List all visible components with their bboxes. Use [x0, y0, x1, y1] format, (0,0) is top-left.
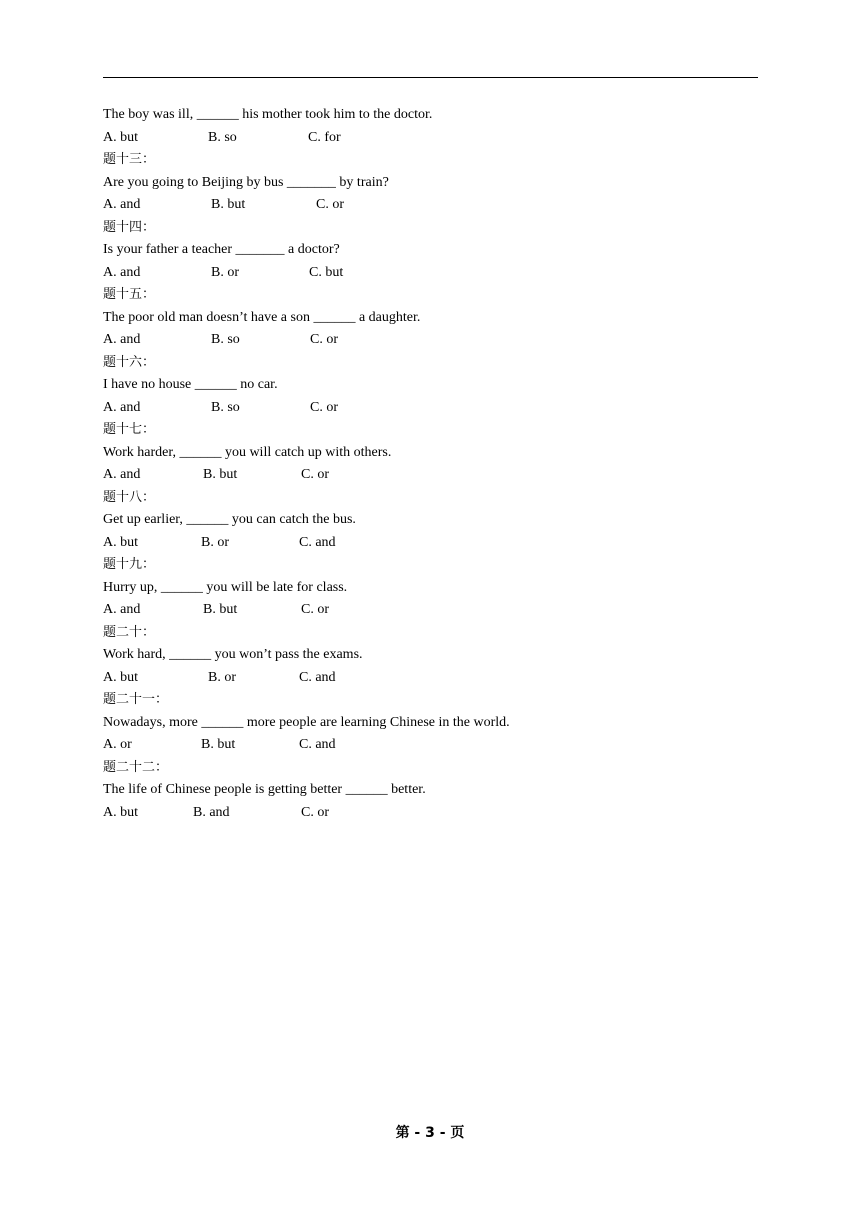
- answer-options: [103, 464, 763, 487]
- question-text: Are you going to Beijing by bus _______ by train?: [103, 174, 389, 190]
- option-a: A. or: [103, 737, 132, 752]
- option-c: C. or: [310, 332, 338, 347]
- option-b: B. so: [208, 129, 237, 145]
- option-c: C. or: [316, 197, 344, 212]
- answer-options: [103, 262, 763, 285]
- question-text: Work hard, ______ you won’t pass the exams.: [103, 647, 363, 662]
- question-label: 题十六：: [103, 354, 156, 370]
- question-text: Hurry up, ______ you will be late for class.: [103, 579, 348, 595]
- option-c: C. and: [299, 669, 336, 685]
- question-text: Nowadays, more ______ more people are learning Chinese in the world.: [103, 714, 510, 730]
- answer-options: [103, 667, 763, 690]
- option-c: C. or: [301, 602, 329, 617]
- option-a: A. and: [103, 602, 141, 617]
- option-b: B. and: [193, 804, 230, 820]
- option-c: C. and: [299, 534, 336, 550]
- option-b: B. but: [211, 197, 246, 212]
- option-a: A. and: [103, 399, 141, 415]
- answer-options: [103, 599, 763, 622]
- option-c: C. or: [310, 399, 338, 415]
- option-a: A. but: [103, 804, 138, 820]
- question-label: 题二十一：: [103, 692, 169, 707]
- option-b: B. but: [201, 737, 236, 752]
- option-b: B. or: [211, 264, 239, 280]
- answer-options: [103, 802, 763, 825]
- question-label: 题十八：: [103, 489, 156, 505]
- question-text: The poor old man doesn’t have a son ______ a daughter.: [103, 309, 421, 325]
- option-a: A. and: [103, 264, 141, 280]
- option-b: B. but: [203, 602, 238, 617]
- question-label: 题十三：: [103, 152, 156, 167]
- answer-options: [103, 329, 763, 352]
- option-c: C. or: [301, 804, 329, 820]
- answer-options: [103, 127, 763, 150]
- option-c: C. for: [308, 129, 341, 145]
- option-c: C. or: [301, 467, 329, 482]
- question-text: Is your father a teacher _______ a doctor?: [103, 242, 340, 257]
- question-list: [103, 104, 763, 824]
- answer-options: [103, 194, 763, 217]
- option-b: B. or: [208, 669, 236, 685]
- option-c: C. and: [299, 737, 336, 752]
- answer-options: [103, 397, 763, 420]
- question-text: The boy was ill, ______ his mother took him to the doctor.: [103, 107, 433, 122]
- question-text: Work harder, ______ you will catch up with others.: [103, 444, 392, 460]
- page-number: 第 - 3 - 页: [395, 1125, 465, 1141]
- question-text: I have no house ______ no car.: [103, 377, 278, 392]
- option-a: A. and: [103, 197, 141, 212]
- question-label: 题十九：: [103, 557, 156, 572]
- option-b: B. so: [211, 332, 240, 347]
- option-a: A. but: [103, 129, 138, 145]
- question-label: 题二十：: [103, 624, 156, 640]
- question-label: 题二十二：: [103, 759, 169, 775]
- question-text: Get up earlier, ______ you can catch the bus.: [103, 512, 356, 527]
- option-a: A. and: [103, 467, 141, 482]
- question-label: 题十五：: [103, 287, 156, 302]
- option-a: A. but: [103, 669, 138, 685]
- option-b: B. but: [203, 467, 238, 482]
- answer-options: [103, 734, 763, 757]
- answer-options: [103, 532, 763, 555]
- header-rule: [103, 77, 758, 78]
- option-b: B. or: [201, 534, 229, 550]
- question-text: The life of Chinese people is getting better ______ better.: [103, 782, 426, 797]
- question-label: 题十四：: [103, 219, 156, 235]
- option-a: A. but: [103, 534, 138, 550]
- option-b: B. so: [211, 399, 240, 415]
- option-a: A. and: [103, 332, 141, 347]
- question-label: 题十七：: [103, 422, 156, 437]
- option-c: C. but: [309, 264, 344, 280]
